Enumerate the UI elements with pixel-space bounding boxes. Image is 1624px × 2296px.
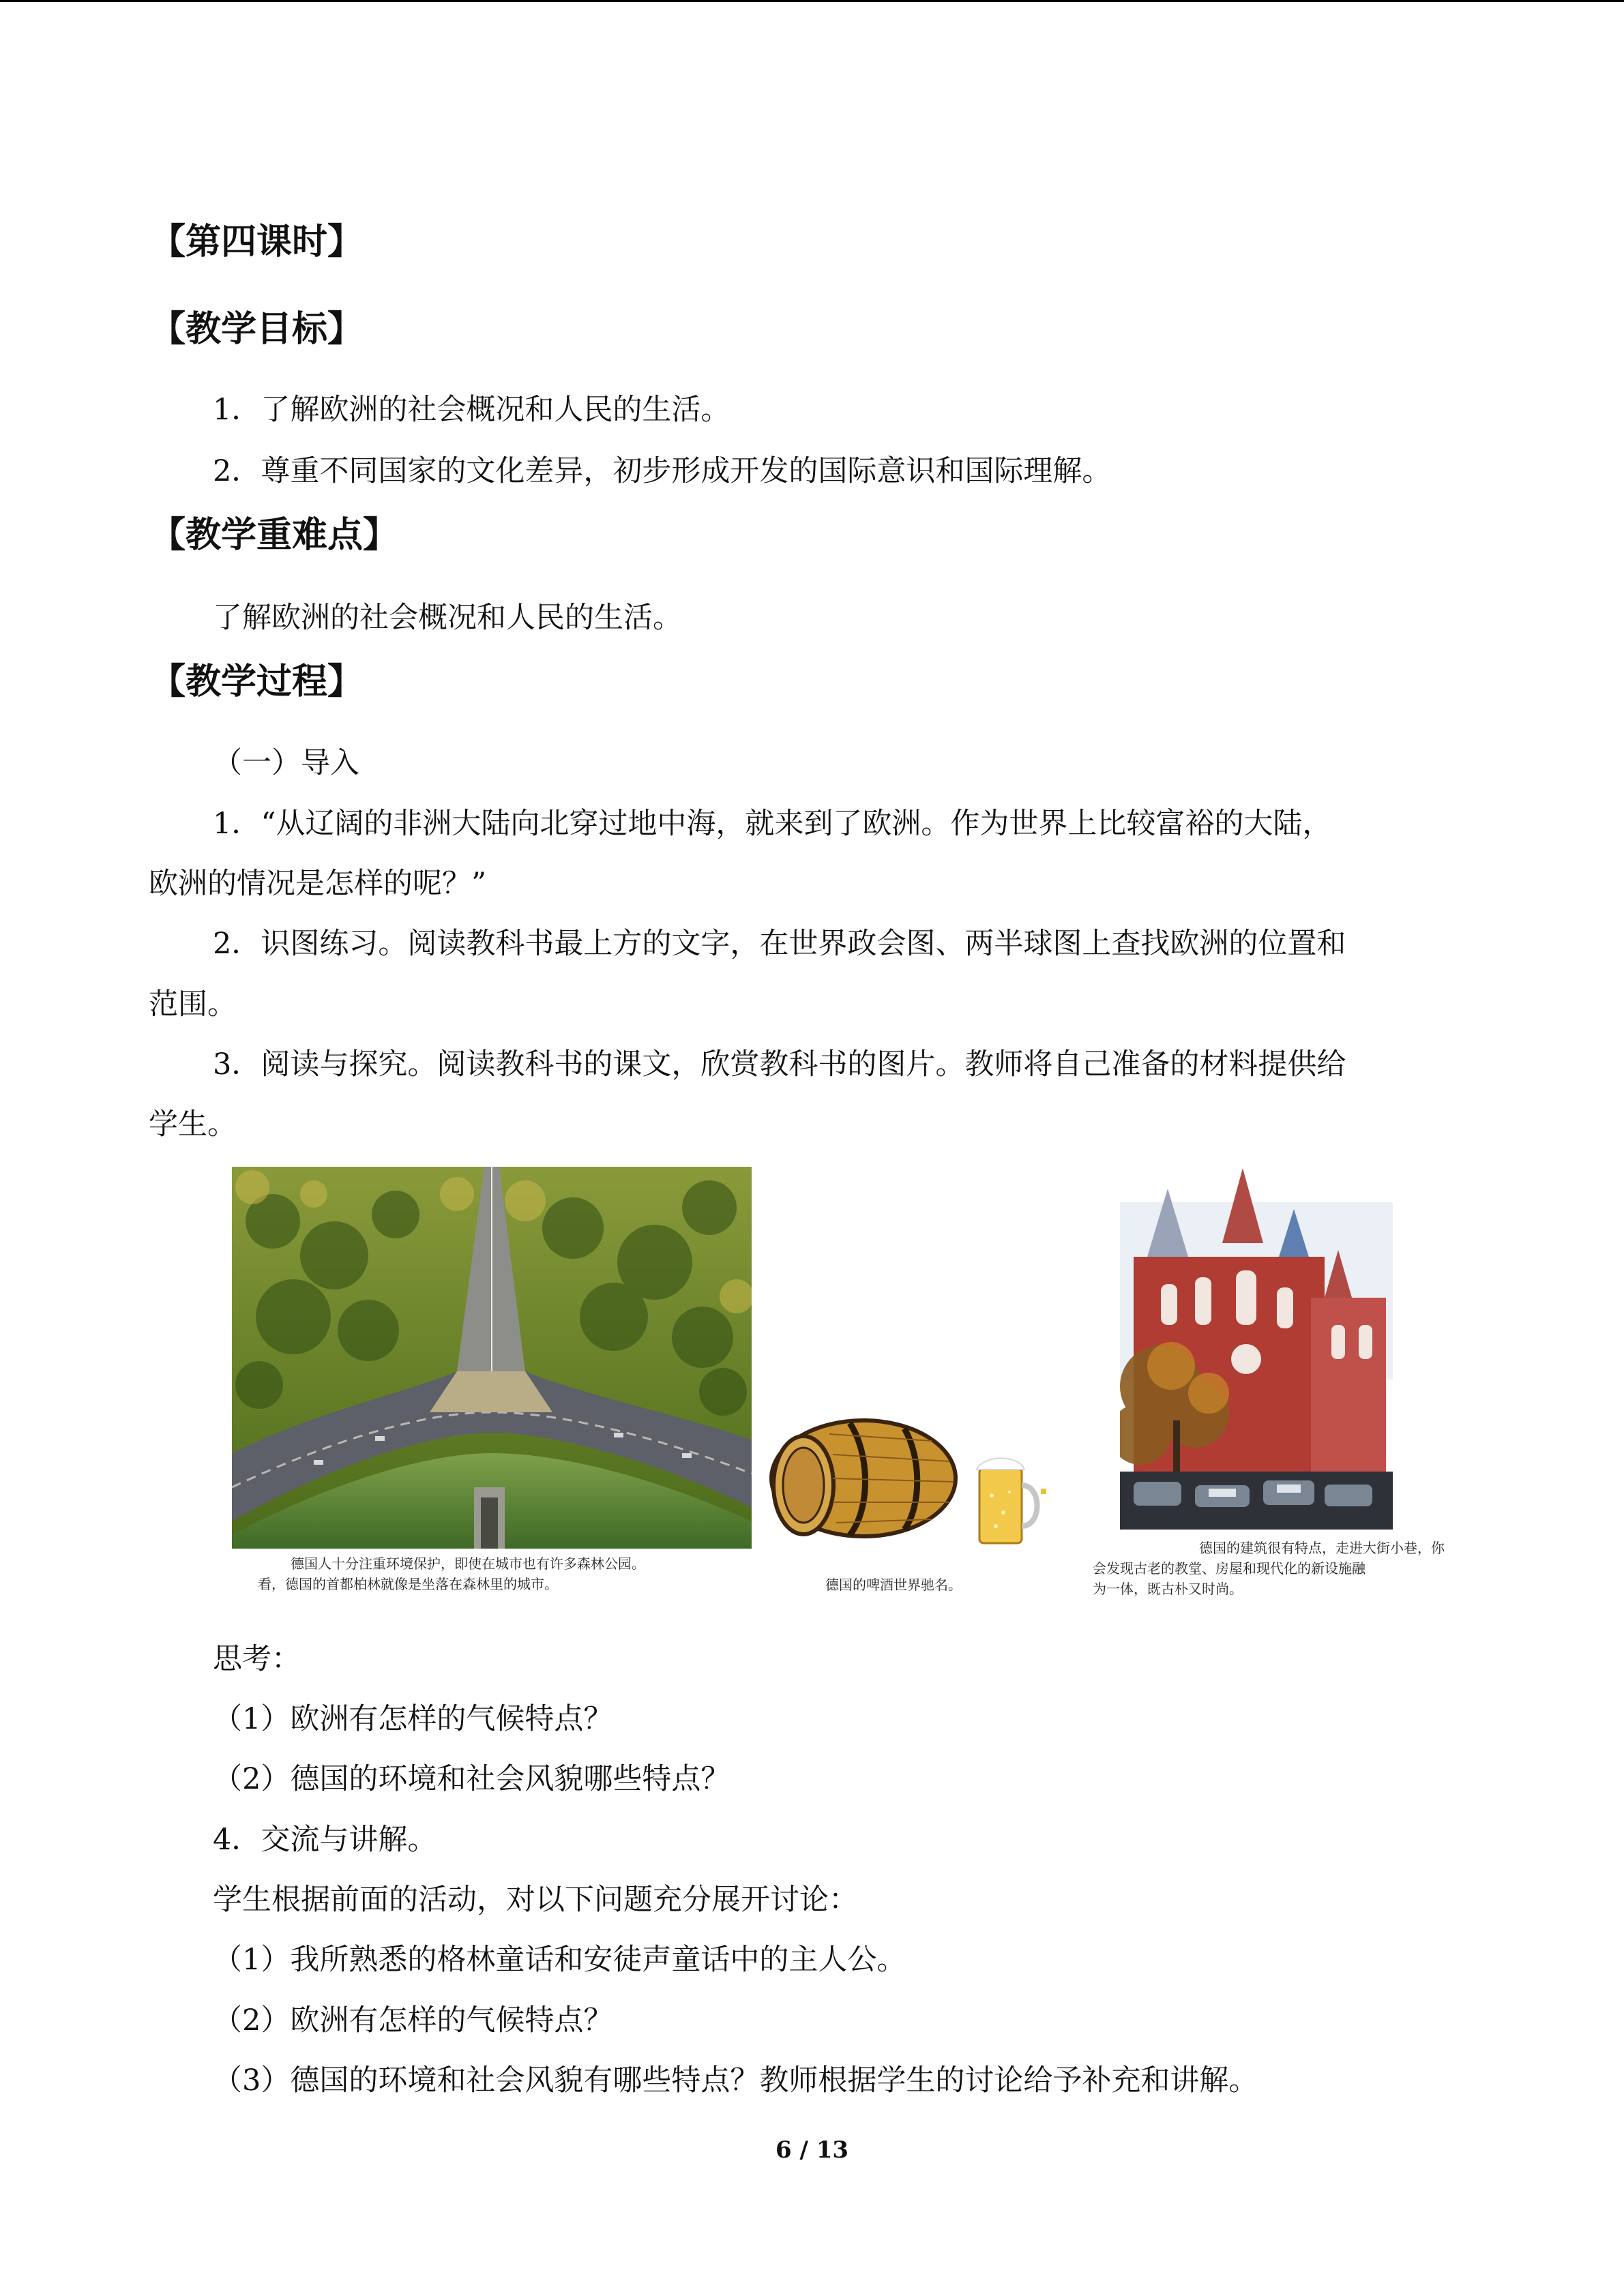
item1-line1: 1．“从辽阔的非洲大陆向北穿过地中海，就来到了欧洲。作为世界上比较富裕的大陆，	[213, 807, 1332, 841]
heading-lesson: 【第四课时】	[150, 222, 364, 263]
item3-line2: 学生。	[149, 1107, 237, 1142]
exchange-question-3: （3）德国的环境和社会风貌有哪些特点？教师根据学生的讨论给予补充和讲解。	[213, 2063, 1258, 2098]
german-church-photo	[1120, 1161, 1393, 1530]
keypoints-text: 了解欧洲的社会概况和人民的生活。	[213, 601, 682, 635]
caption-arch-line2: 会发现古老的教堂、房屋和现代化的新设施融	[1093, 1560, 1365, 1577]
exchange-question-1: （1）我所熟悉的格林童话和安徒声童话中的主人公。	[213, 1943, 906, 1977]
item1-line2: 欧洲的情况是怎样的呢？”	[149, 867, 486, 901]
exchange-title: 4．交流与讲解。	[213, 1823, 437, 1857]
item3-line1: 3．阅读与探究。阅读教科书的课文，欣赏教科书的图片。教师将自己准备的材料提供给	[213, 1047, 1346, 1082]
caption-arch-line1: 德国的建筑很有特点，走进大街小巷，你	[1199, 1540, 1445, 1556]
caption-forest-line1: 德国人十分注重环境保护，即使在城市也有许多森林公园。	[291, 1555, 645, 1572]
caption-forest-line2: 看，德国的首都柏林就像是坐落在森林里的城市。	[258, 1576, 558, 1592]
heading-process: 【教学过程】	[150, 661, 364, 702]
intro-label: （一）导入	[213, 746, 359, 780]
item2-line1: 2．识图练习。阅读教科书最上方的文字，在世界政会图、两半球图上查找欧洲的位置和	[213, 927, 1346, 961]
heading-objectives: 【教学目标】	[150, 309, 364, 350]
exchange-intro: 学生根据前面的活动，对以下问题充分展开讨论：	[213, 1883, 858, 1917]
think-label: 思考：	[213, 1642, 301, 1676]
heading-keypoints: 【教学重难点】	[150, 515, 399, 556]
exchange-question-2: （2）欧洲有怎样的气候特点？	[213, 2003, 613, 2038]
think-question-1: （1）欧洲有怎样的气候特点？	[213, 1702, 613, 1736]
beer-barrel-illustration	[761, 1407, 1054, 1570]
berlin-forest-photo	[232, 1167, 752, 1549]
caption-arch-line3: 为一体，既古朴又时尚。	[1093, 1581, 1243, 1597]
think-question-2: （2）德国的环境和社会风貌哪些特点？	[213, 1762, 730, 1796]
objective-1: 1．了解欧洲的社会概况和人民的生活。	[213, 393, 730, 427]
caption-beer: 德国的啤酒世界驰名。	[825, 1577, 962, 1593]
item2-line2: 范围。	[149, 987, 237, 1022]
objective-2: 2．尊重不同国家的文化差异，初步形成开发的国际意识和国际理解。	[213, 454, 1112, 488]
page-number: 6 / 13	[775, 2136, 849, 2164]
germany-figure	[231, 1161, 1445, 1611]
